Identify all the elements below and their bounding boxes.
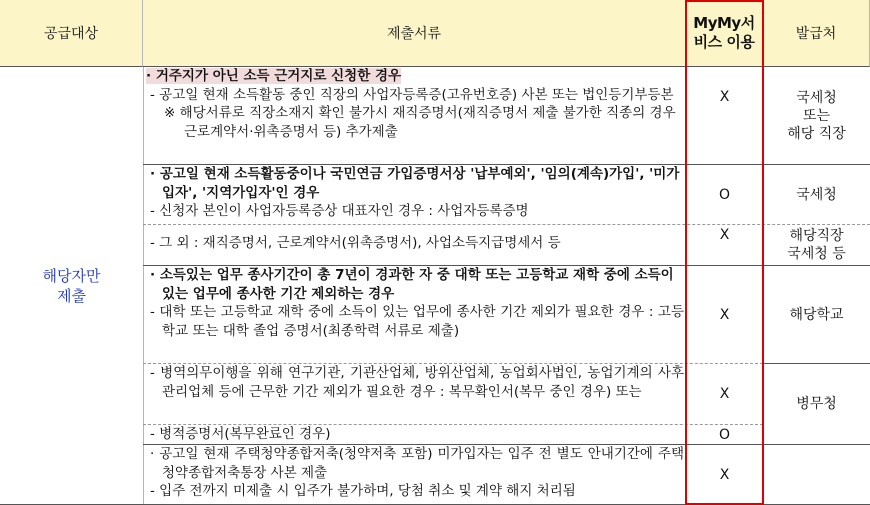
header-issuer	[763, 0, 870, 67]
target-group-label: 해당자만 제출	[42, 267, 101, 305]
row-1-issuer-value: 국세청 또는 해당 직장	[787, 89, 846, 142]
row-3-issuer-value: 해당직장 국세청 등	[787, 228, 846, 262]
row-2-title: · 공고일 현재 소득활동중이나 국민연금 가입증명서상 '납부예외', '임의(계속)가입', '미가입자', '지역가입자'인 경우	[150, 166, 680, 201]
row-3-documents	[146, 234, 684, 253]
row-2-mymy	[686, 165, 763, 224]
header-documents	[143, 0, 686, 67]
row-4-documents	[146, 266, 684, 340]
row-4-issuer	[763, 266, 870, 363]
row-4-issuer-value: 해당학교	[789, 306, 844, 323]
row-6-mymy-value: O	[718, 426, 731, 443]
column-divider	[143, 67, 144, 505]
row-1-title	[146, 67, 684, 86]
row-6-item: - 병적증명서(복무완료인 경우)	[150, 426, 331, 442]
row-6-documents	[146, 425, 684, 444]
row-2-documents	[146, 165, 684, 221]
row-2-mymy-value: O	[718, 186, 731, 203]
row-3-mymy-value: X	[719, 227, 730, 243]
row-7-title: · 공고일 현재 주택청약종합저축(청약저축 포함) 미가입자는 입주 전 별도 안내기간에 주택청약종합저축통장 사본 제출	[150, 446, 684, 481]
row-4-item: - 대학 또는 고등학교 재학 중에 소득이 있는 업무에 종사한 기간 제외가 필요한 경우 : 고등학교 또는 대학 졸업 증명서(최종학력 서류로 제출)	[150, 304, 684, 339]
row-2-item: - 신청자 본인이 사업자등록증상 대표자인 경우 : 사업자등록증명	[150, 203, 529, 220]
row-4-title: · 소득있는 업무 종사기간이 총 7년이 경과한 자 중 대학 또는 고등학교 재학 중에 소득이 있는 업무에 종사한 기간 제외하는 경우	[150, 267, 674, 302]
header-target-label: 공급대상	[43, 26, 99, 42]
row-2-issuer-value: 국세청	[796, 186, 837, 203]
row-6-mymy	[686, 425, 763, 444]
row-1-note: ※ 해당서류로 직장소재지 확인 불가시 재직증명서(재직증명서 제출 불가한 직종의 경우 근로계약서·위촉증명서 등) 추가제출	[164, 105, 676, 140]
header-issuer-label: 발급처	[795, 26, 837, 42]
row-6-issuer-value: 병무청	[796, 396, 837, 412]
row-7-item: - 입주 전까지 미제출 시 입주가 불가하며, 당첨 취소 및 계약 해지 처리됨	[150, 483, 576, 500]
header-mymy	[686, 0, 763, 67]
row-4-mymy-value: X	[719, 306, 730, 323]
row-1-issuer	[763, 67, 870, 164]
header-mymy-label: MyMy서비스 이용	[693, 14, 755, 51]
row-1-title-text: · 거주지가 아닌 소득 근거지로 신청한 경우	[146, 68, 402, 84]
row-3-issuer	[763, 225, 870, 265]
row-1-documents	[146, 67, 684, 141]
row-7-mymy-value: X	[719, 466, 730, 483]
row-3-mymy	[686, 225, 763, 245]
target-group	[0, 67, 143, 505]
header-target	[0, 0, 143, 67]
row-5-item: - 병역의무이행을 위해 연구기관, 기관산업체, 방위산업체, 농업회사법인, 농업기계의 사후관리업체 등에 근무한 기간 제외가 필요한 경우 : 복무확인서(복무 중인 경우) 또는	[150, 365, 684, 400]
row-3-item: - 그 외 : 재직증명서, 근로계약서(위촉증명서), 사업소득지급명세서 등	[150, 235, 561, 251]
header-documents-label: 제출서류	[386, 26, 442, 42]
row-7-documents	[146, 445, 684, 501]
row-6-issuer	[763, 364, 870, 444]
row-1-item: - 공고일 현재 소득활동 중인 직장의 사업자등록증(고유번호증) 사본 또는 법인등기부등본	[150, 86, 674, 103]
row-4-mymy	[686, 266, 763, 363]
row-1-mymy-value: X	[719, 89, 730, 105]
row-5-mymy-value: X	[719, 386, 730, 402]
row-5-documents	[146, 364, 684, 401]
row-7-mymy	[686, 445, 763, 504]
row-5-mymy	[686, 364, 763, 424]
row-1-mymy	[686, 67, 763, 127]
row-2-issuer	[763, 165, 870, 224]
